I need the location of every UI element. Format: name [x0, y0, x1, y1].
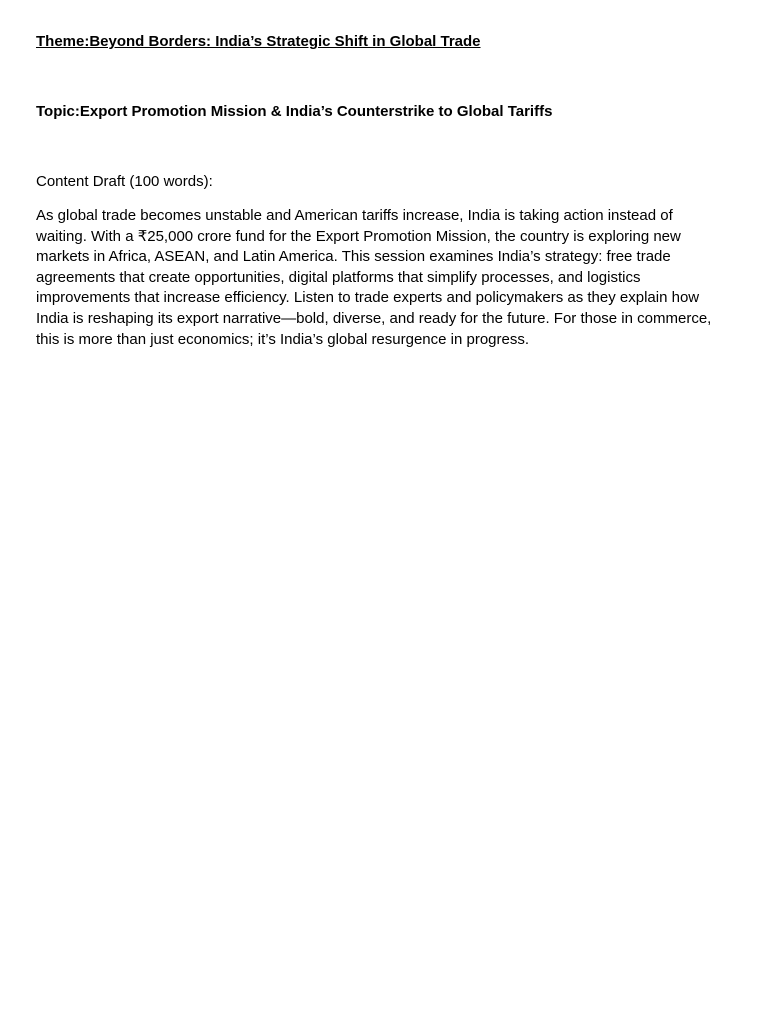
- theme-heading: Theme:Beyond Borders: India’s Strategic Shift in Global Trade: [36, 33, 481, 50]
- content-draft-label: Content Draft (100 words):: [36, 173, 213, 190]
- topic-heading: Topic:Export Promotion Mission & India’s Counterstrike to Global Tariffs: [36, 103, 553, 120]
- content-draft-body: As global trade becomes unstable and American tariffs increase, India is taking action instead of waiting. With a ₹25,000 crore fund for the Export Promotion Mission, the country is exploring new markets in Africa, ASEAN, and Latin America. This session examines India’s strategy: free trade agreements that create opportunities, digital platforms that simplify processes, and logistics improvements that increase efficiency. Listen to trade experts and policymakers as they explain how India is reshaping its export narrative—bold, diverse, and ready for the future. For those in commerce, this is more than just economics; it’s India’s global resurgence in progress.: [36, 207, 712, 348]
